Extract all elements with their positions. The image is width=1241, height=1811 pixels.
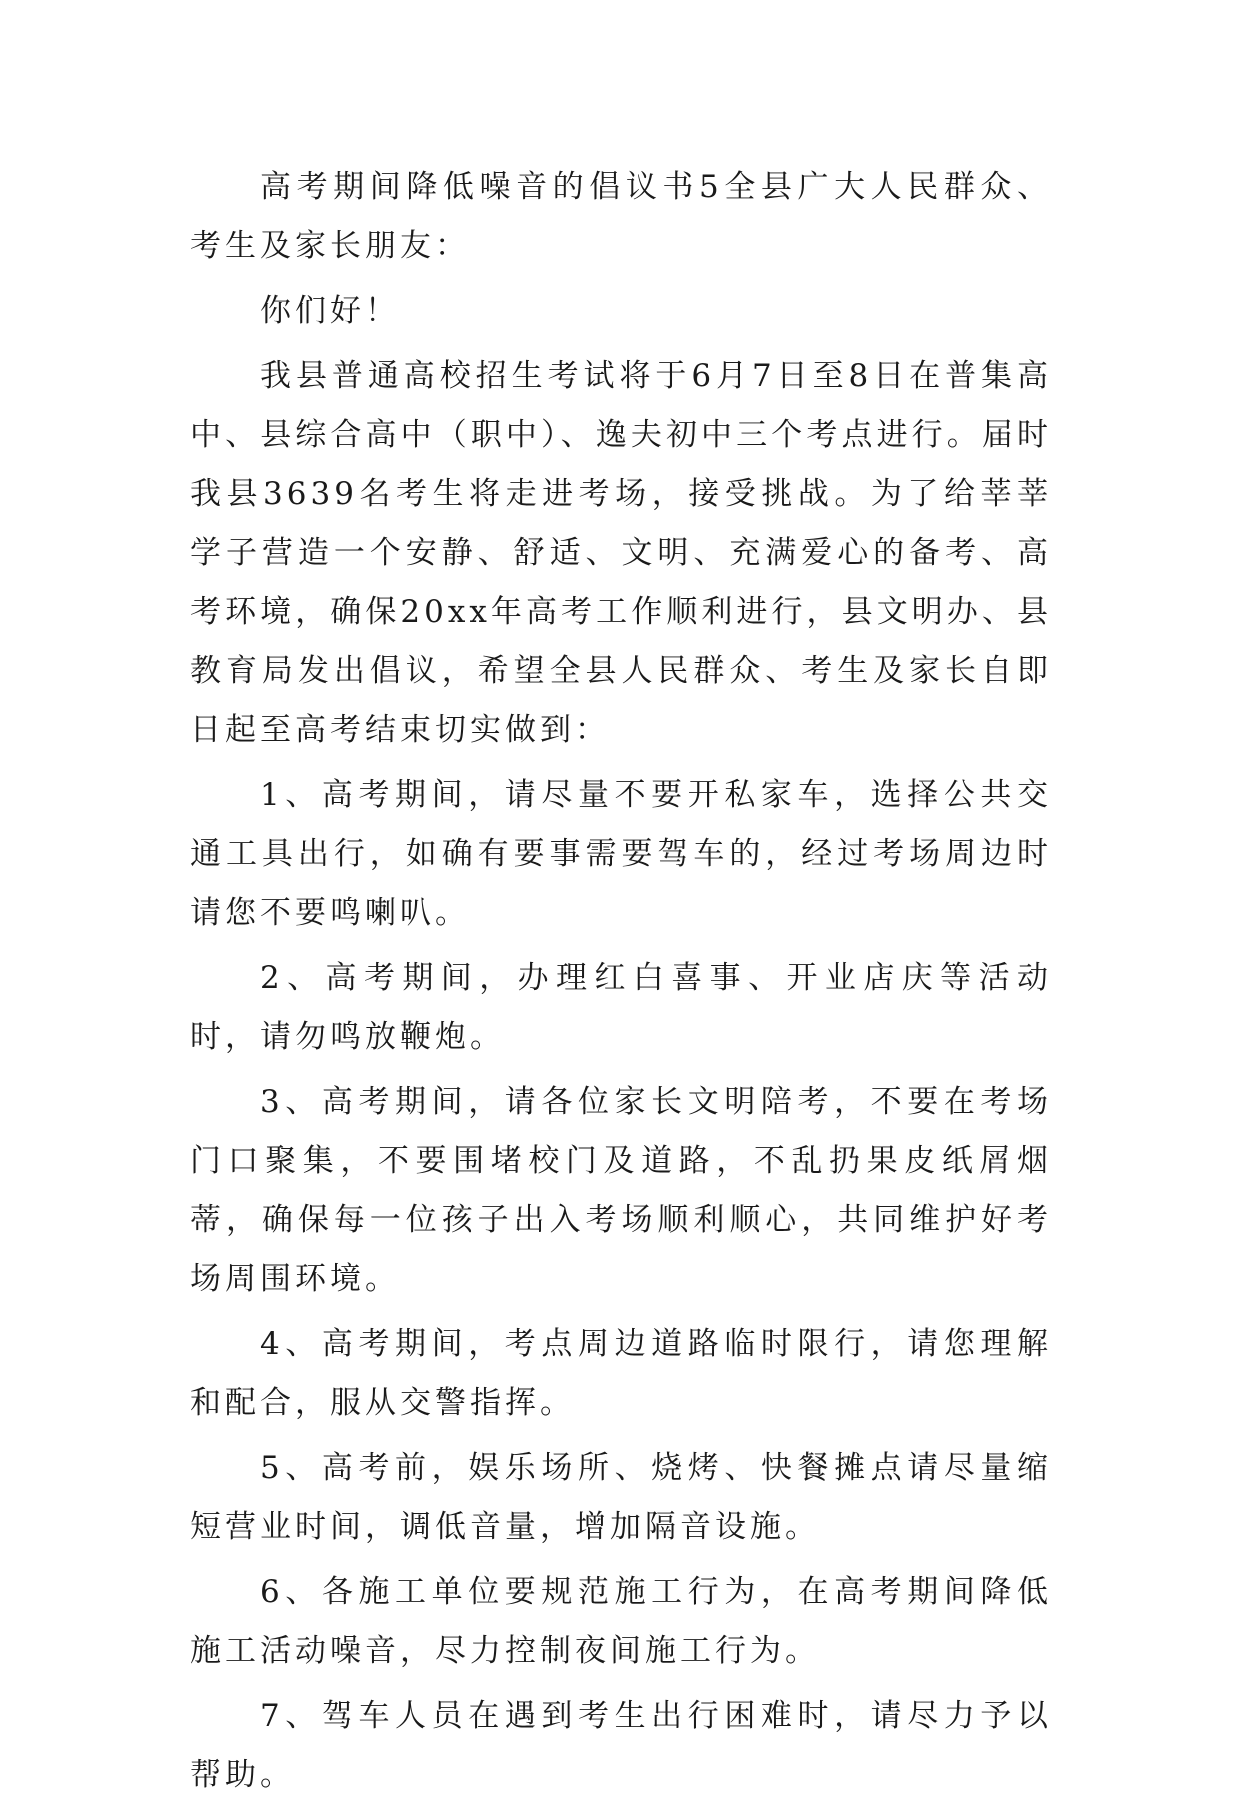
paragraph-item-2: 2、高考期间，办理红白喜事、开业店庆等活动时，请勿鸣放鞭炮。 — [190, 960, 1052, 1055]
paragraph-item-7: 7、驾车人员在遇到考生出行困难时，请尽力予以帮助。 — [190, 1698, 1052, 1793]
paragraph-title-greeting: 高考期间降低噪音的倡议书5全县广大人民群众、考生及家长朋友： — [190, 169, 1052, 264]
paragraph-item-6: 6、各施工单位要规范施工行为，在高考期间降低施工活动噪音，尽力控制夜间施工行为。 — [190, 1574, 1052, 1669]
paragraph-item-5: 5、高考前，娱乐场所、烧烤、快餐摊点请尽量缩短营业时间，调低音量，增加隔音设施。 — [190, 1450, 1052, 1545]
paragraph-item-3: 3、高考期间，请各位家长文明陪考，不要在考场门口聚集，不要围堵校门及道路，不乱扔果皮纸屑烟蒂，确保每一位孩子出入考场顺利顺心，共同维护好考场周围环境。 — [190, 1084, 1052, 1297]
paragraph-item-4: 4、高考期间，考点周边道路临时限行，请您理解和配合，服从交警指挥。 — [190, 1326, 1052, 1421]
paragraph-item-1: 1、高考期间，请尽量不要开私家车，选择公共交通工具出行，如确有要事需要驾车的，经过考场周边时请您不要鸣喇叭。 — [190, 777, 1052, 931]
paragraph-introduction: 我县普通高校招生考试将于6月7日至8日在普集高中、县综合高中（职中）、逸夫初中三个考点进行。届时我县3639名考生将走进考场，接受挑战。为了给莘莘学子营造一个安静、舒适、文明、充满爱心的备考、高考环境，确保20xx年高考工作顺利进行，县文明办、县教育局发出倡议，希望全县人民群众、考生及家长自即日起至高考结束切实做到： — [190, 358, 1052, 748]
paragraph-salutation: 你们好！ — [260, 293, 400, 329]
document-body — [190, 158, 1052, 1811]
